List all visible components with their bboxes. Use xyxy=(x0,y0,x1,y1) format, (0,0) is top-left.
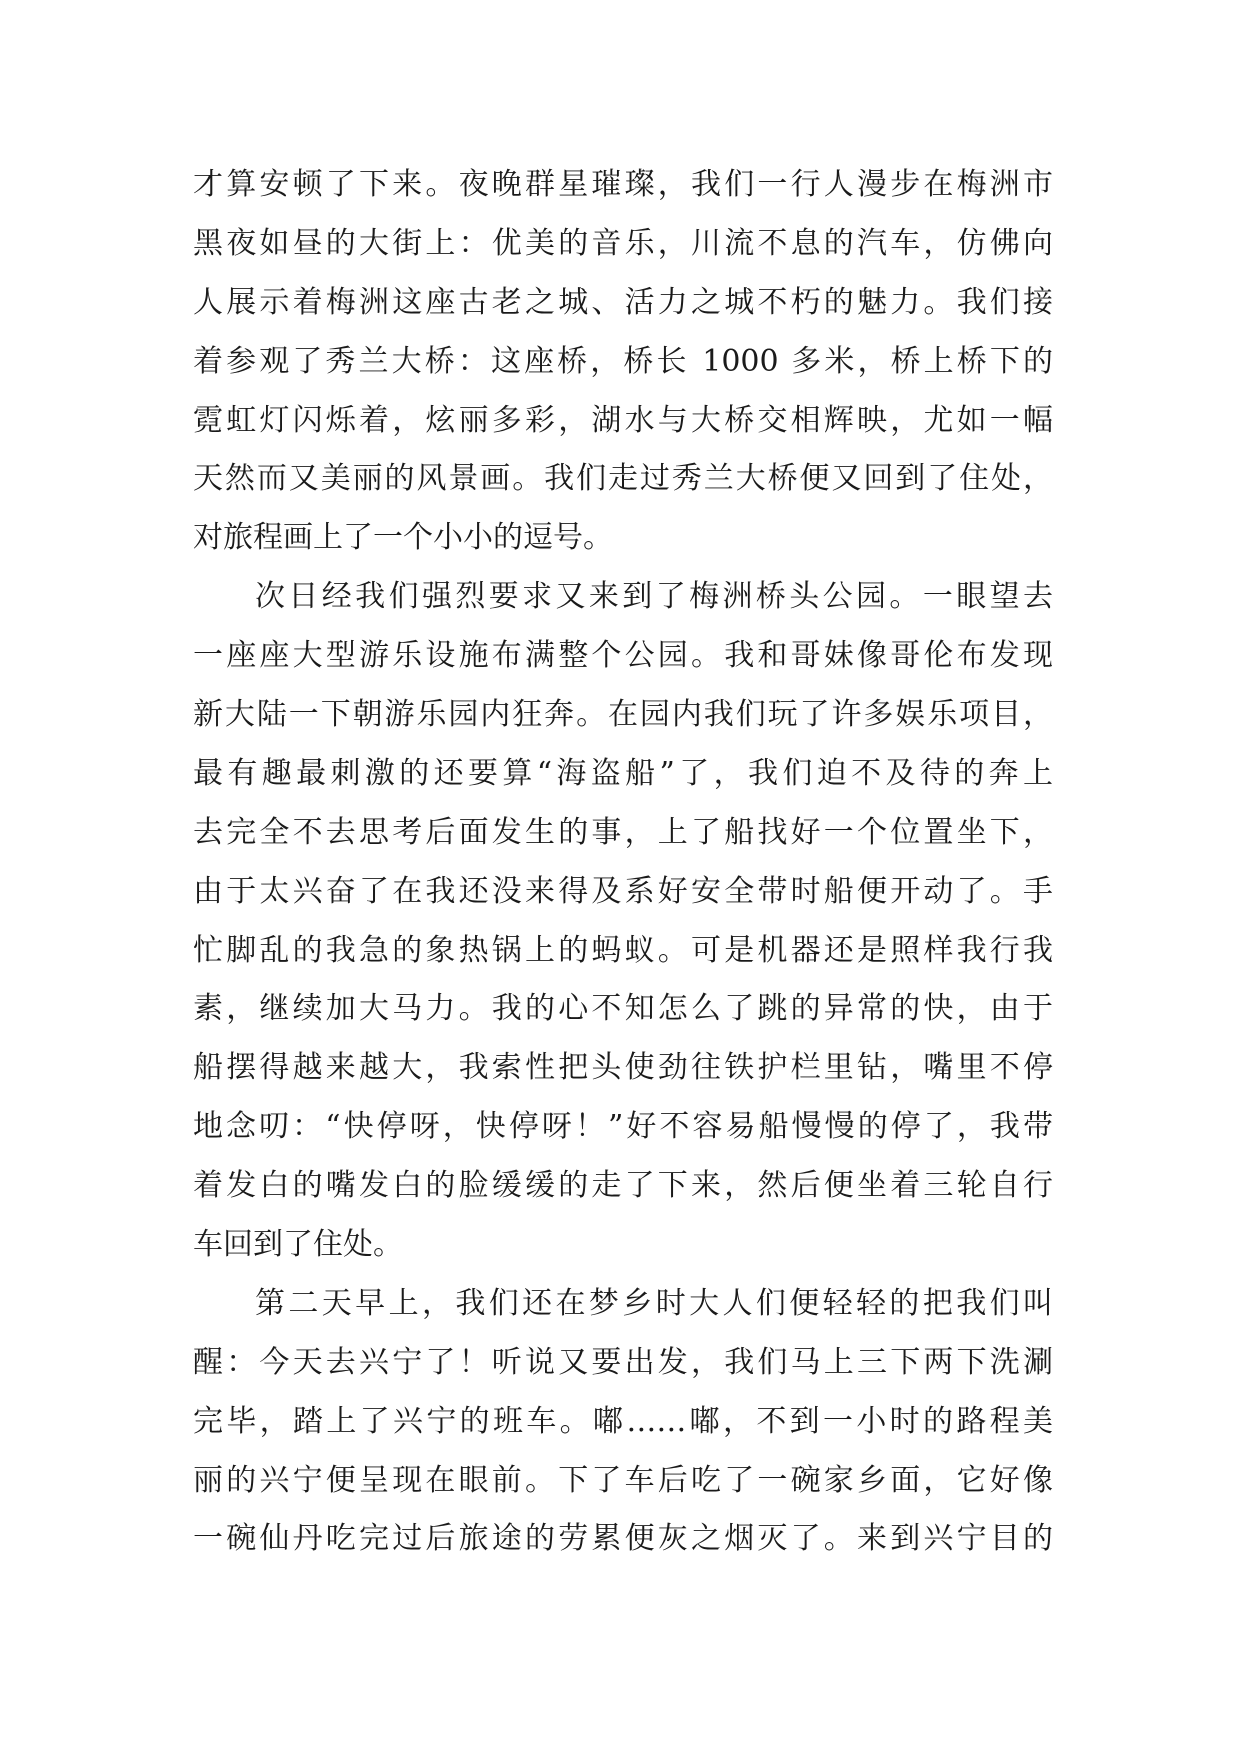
text-line: 着发白的嘴发白的脸缓缓的走了下来，然后便坐着三轮自行 xyxy=(193,1168,1053,1204)
text-line: 霓虹灯闪烁着，炫丽多彩，湖水与大桥交相辉映，尤如一幅 xyxy=(193,402,1053,438)
text-line: 第二天早上，我们还在梦乡时大人们便轻轻的把我们叫 xyxy=(255,1285,1053,1321)
text-line: 新大陆一下朝游乐园内狂奔。在园内我们玩了许多娱乐项目， xyxy=(193,697,1053,733)
text-line: 丽的兴宁便呈现在眼前。下了车后吃了一碗家乡面，它好像 xyxy=(193,1462,1053,1498)
text-line: 着参观了秀兰大桥：这座桥，桥长 1000 多米，桥上桥下的 xyxy=(193,343,1053,379)
text-line: 素，继续加大马力。我的心不知怎么了跳的异常的快，由于 xyxy=(193,991,1053,1027)
document-body xyxy=(193,156,1053,1569)
text-line: 车回到了住处。 xyxy=(193,1227,403,1263)
paragraph-2 xyxy=(193,568,1053,1275)
text-line: 忙脚乱的我急的象热锅上的蚂蚁。可是机器还是照样我行我 xyxy=(193,932,1053,968)
text-line: 去完全不去思考后面发生的事，上了船找好一个位置坐下， xyxy=(193,814,1053,850)
paragraph-3 xyxy=(193,1275,1053,1569)
text-line: 最有趣最刺激的还要算“海盗船”了，我们迫不及待的奔上 xyxy=(193,755,1053,791)
text-line: 次日经我们强烈要求又来到了梅洲桥头公园。一眼望去 xyxy=(255,579,1053,615)
text-line: 地念叨：“快停呀，快停呀！”好不容易船慢慢的停了，我带 xyxy=(193,1109,1053,1145)
paragraph-1 xyxy=(193,156,1053,568)
text-line: 一碗仙丹吃完过后旅途的劳累便灰之烟灭了。来到兴宁目的 xyxy=(193,1521,1053,1557)
text-line: 黑夜如昼的大街上：优美的音乐，川流不息的汽车，仿佛向 xyxy=(193,225,1053,261)
text-line: 人展示着梅洲这座古老之城、活力之城不朽的魅力。我们接 xyxy=(193,284,1053,320)
text-line: 船摆得越来越大，我索性把头使劲往铁护栏里钻，嘴里不停 xyxy=(193,1050,1053,1086)
text-line: 天然而又美丽的风景画。我们走过秀兰大桥便又回到了住处， xyxy=(193,461,1053,497)
text-line: 醒：今天去兴宁了！听说又要出发，我们马上三下两下洗涮 xyxy=(193,1344,1053,1380)
text-line: 才算安顿了下来。夜晚群星璀璨，我们一行人漫步在梅洲市 xyxy=(193,167,1053,202)
text-line: 一座座大型游乐设施布满整个公园。我和哥妹像哥伦布发现 xyxy=(193,638,1053,674)
text-line: 完毕，踏上了兴宁的班车。嘟……嘟，不到一小时的路程美 xyxy=(193,1403,1053,1439)
text-line: 由于太兴奋了在我还没来得及系好安全带时船便开动了。手 xyxy=(193,873,1053,909)
text-line: 对旅程画上了一个小小的逗号。 xyxy=(193,520,613,556)
